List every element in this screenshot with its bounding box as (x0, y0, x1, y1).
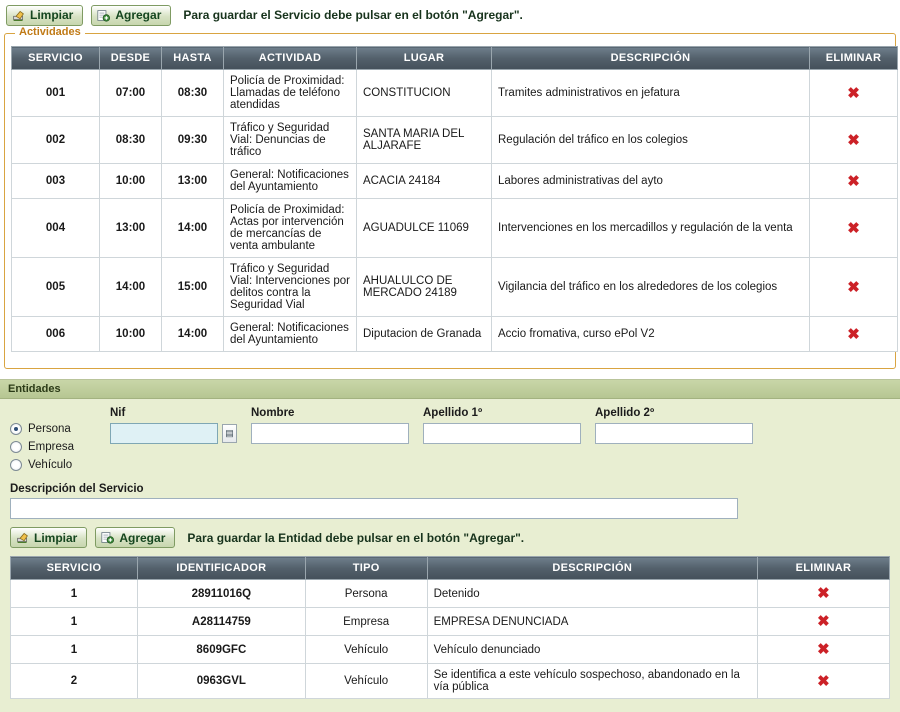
cell-tipo: Vehículo (305, 636, 427, 664)
cell-descripcion: Intervenciones en los mercadillos y regulación de la venta (492, 199, 810, 258)
cell-hasta: 13:00 (162, 164, 224, 199)
delete-x-icon[interactable]: ✖ (817, 613, 830, 630)
actividades-legend: Actividades (15, 26, 85, 38)
col-descripcion: DESCRIPCIÓN (492, 47, 810, 70)
cell-desde: 10:00 (100, 317, 162, 352)
cell-servicio: 001 (12, 70, 100, 117)
cell-desde: 10:00 (100, 164, 162, 199)
limpiar-servicio-label: Limpiar (30, 8, 74, 22)
radio-persona-dot[interactable] (10, 423, 22, 435)
cell-servicio: 003 (12, 164, 100, 199)
col-servicio: SERVICIO (11, 557, 138, 580)
eraser-icon (16, 531, 29, 544)
nif-field-group (110, 407, 237, 444)
delete-x-icon[interactable]: ✖ (817, 672, 830, 690)
cell-desde: 08:30 (100, 117, 162, 164)
col-lugar: LUGAR (357, 47, 492, 70)
cell-tipo: Empresa (305, 608, 427, 636)
entidad-hint-text: Para guardar la Entidad debe pulsar en el botón "Agregar". (187, 530, 525, 545)
entidades-header: Entidades (0, 380, 900, 399)
cell-servicio: 002 (12, 117, 100, 164)
table-header-row (12, 47, 898, 70)
delete-x-icon[interactable]: ✖ (817, 641, 830, 658)
cell-servicio: 1 (11, 608, 138, 636)
cell-identificador: 8609GFC (138, 636, 306, 664)
agregar-entidad-label: Agregar (119, 530, 166, 545)
cell-hasta: 14:00 (162, 199, 224, 258)
nif-input[interactable] (110, 423, 218, 444)
radio-persona[interactable] (10, 423, 110, 435)
delete-x-icon[interactable]: ✖ (847, 325, 860, 343)
descripcion-servicio-group (0, 477, 900, 519)
cell-eliminar (810, 258, 898, 317)
cell-hasta: 09:30 (162, 117, 224, 164)
cell-descripcion: Se identifica a este vehículo sospechoso, abandonado en la vía pública (427, 664, 757, 699)
radio-vehiculo-dot[interactable] (10, 459, 22, 471)
cell-tipo: Persona (305, 580, 427, 608)
table-row[interactable] (12, 70, 898, 117)
agregar-servicio-button[interactable] (91, 5, 171, 26)
cell-descripcion: Vehículo denunciado (427, 636, 757, 664)
actividades-spacer (11, 352, 889, 362)
cell-descripcion: Tramites administrativos en jefatura (492, 70, 810, 117)
col-eliminar: ELIMINAR (810, 47, 898, 70)
cell-eliminar (757, 580, 889, 608)
nombre-field-group (251, 407, 409, 444)
apellido2-field-group (595, 407, 753, 444)
cell-actividad: Tráfico y Seguridad Vial: Intervenciones por delitos contra la Seguridad Vial (224, 258, 357, 317)
cell-descripcion: Detenido (427, 580, 757, 608)
col-eliminar: ELIMINAR (757, 557, 889, 580)
col-desde: DESDE (100, 47, 162, 70)
cell-servicio: 2 (11, 664, 138, 699)
cell-identificador: A28114759 (138, 608, 306, 636)
actividades-fieldset (4, 26, 896, 369)
cell-descripcion: Vigilancia del tráfico en los alrededores de los colegios (492, 258, 810, 317)
table-row[interactable] (12, 317, 898, 352)
cell-descripcion: EMPRESA DENUNCIADA (427, 608, 757, 636)
cell-identificador: 28911016Q (138, 580, 306, 608)
cell-servicio: 005 (12, 258, 100, 317)
cell-eliminar (757, 636, 889, 664)
table-row[interactable] (11, 608, 890, 636)
col-descripcion: DESCRIPCIÓN (427, 557, 757, 580)
cell-desde: 07:00 (100, 70, 162, 117)
agregar-entidad-button[interactable] (95, 527, 175, 548)
delete-x-icon[interactable]: ✖ (847, 131, 860, 149)
cell-eliminar (757, 608, 889, 636)
table-row[interactable] (12, 199, 898, 258)
servicio-hint-text: Para guardar el Servicio debe pulsar en el botón "Agregar". (183, 8, 523, 22)
limpiar-entidad-button[interactable] (10, 527, 87, 548)
table-row[interactable] (12, 117, 898, 164)
descripcion-servicio-label: Descripción del Servicio (10, 483, 144, 495)
cell-lugar: CONSTITUCION (357, 70, 492, 117)
cell-eliminar (757, 664, 889, 699)
limpiar-entidad-label: Limpiar (34, 530, 78, 545)
table-row[interactable] (11, 664, 890, 699)
apellido2-label: Apellido 2º (595, 407, 655, 419)
radio-empresa-dot[interactable] (10, 441, 22, 453)
entidades-grid-wrap (0, 554, 900, 699)
cell-actividad: Policía de Proximidad: Actas por intervención de mercancías de venta ambulante (224, 199, 357, 258)
cell-lugar: SANTA MARIA DEL ALJARAFE (357, 117, 492, 164)
descripcion-servicio-input[interactable] (10, 498, 738, 519)
cell-descripcion: Accio fromativa, curso ePol V2 (492, 317, 810, 352)
col-identificador: IDENTIFICADOR (138, 557, 306, 580)
cell-eliminar (810, 199, 898, 258)
table-row[interactable] (12, 258, 898, 317)
table-row[interactable] (11, 580, 890, 608)
cell-desde: 13:00 (100, 199, 162, 258)
cell-lugar: AGUADULCE 11069 (357, 199, 492, 258)
cell-hasta: 08:30 (162, 70, 224, 117)
cell-actividad: Policía de Proximidad: Llamadas de teléfono atendidas (224, 70, 357, 117)
table-row[interactable] (12, 164, 898, 199)
entidad-toolbar (0, 519, 900, 554)
cell-hasta: 14:00 (162, 317, 224, 352)
cell-eliminar (810, 164, 898, 199)
cell-tipo: Vehículo (305, 664, 427, 699)
apellido1-field-group (423, 407, 581, 444)
agregar-servicio-label: Agregar (115, 8, 162, 22)
cell-lugar: Diputacion de Granada (357, 317, 492, 352)
entidad-tipo-radiogroup (10, 407, 110, 477)
cell-lugar: AHUALULCO DE MERCADO 24189 (357, 258, 492, 317)
radio-vehiculo[interactable] (10, 459, 110, 471)
limpiar-servicio-button[interactable] (6, 5, 83, 26)
entidades-panel (0, 379, 900, 712)
delete-x-icon[interactable]: ✖ (847, 172, 860, 190)
actividades-table (11, 46, 898, 352)
nif-label: Nif (110, 407, 126, 419)
delete-x-icon[interactable]: ✖ (847, 219, 860, 237)
delete-x-icon[interactable]: ✖ (847, 84, 860, 102)
add-icon (101, 531, 114, 544)
apellido1-label: Apellido 1º (423, 407, 483, 419)
table-header-row (11, 557, 890, 580)
col-actividad: ACTIVIDAD (224, 47, 357, 70)
radio-vehiculo-label: Vehículo (28, 459, 73, 471)
table-row[interactable] (11, 636, 890, 664)
apellido2-input[interactable] (595, 423, 753, 444)
cell-eliminar (810, 70, 898, 117)
servicio-toolbar (0, 0, 900, 31)
cell-descripcion: Labores administrativas del ayto (492, 164, 810, 199)
cell-servicio: 1 (11, 636, 138, 664)
cell-lugar: ACACIA 24184 (357, 164, 492, 199)
radio-empresa-label: Empresa (28, 441, 75, 453)
cell-descripcion: Regulación del tráfico en los colegios (492, 117, 810, 164)
col-servicio: SERVICIO (12, 47, 100, 70)
cell-actividad: General: Notificaciones del Ayuntamiento (224, 317, 357, 352)
entidades-form (0, 399, 900, 477)
cell-eliminar (810, 317, 898, 352)
cell-hasta: 15:00 (162, 258, 224, 317)
eraser-icon (12, 9, 25, 22)
radio-empresa[interactable] (10, 441, 110, 453)
panel-bottom-fill (0, 699, 900, 712)
cell-identificador: 0963GVL (138, 664, 306, 699)
entidades-table (10, 556, 890, 699)
cell-servicio: 004 (12, 199, 100, 258)
delete-x-icon[interactable]: ✖ (817, 585, 830, 602)
cell-actividad: General: Notificaciones del Ayuntamiento (224, 164, 357, 199)
col-hasta: HASTA (162, 47, 224, 70)
nombre-input[interactable] (251, 423, 409, 444)
cell-eliminar (810, 117, 898, 164)
cell-actividad: Tráfico y Seguridad Vial: Denuncias de tráfico (224, 117, 357, 164)
cell-servicio: 006 (12, 317, 100, 352)
add-icon (97, 9, 110, 22)
apellido1-input[interactable] (423, 423, 581, 444)
cell-servicio: 1 (11, 580, 138, 608)
cell-desde: 14:00 (100, 258, 162, 317)
col-tipo: TIPO (305, 557, 427, 580)
nombre-label: Nombre (251, 407, 295, 419)
radio-persona-label: Persona (28, 423, 71, 435)
lookup-icon[interactable]: ▤ (222, 424, 237, 443)
delete-x-icon[interactable]: ✖ (847, 278, 860, 296)
